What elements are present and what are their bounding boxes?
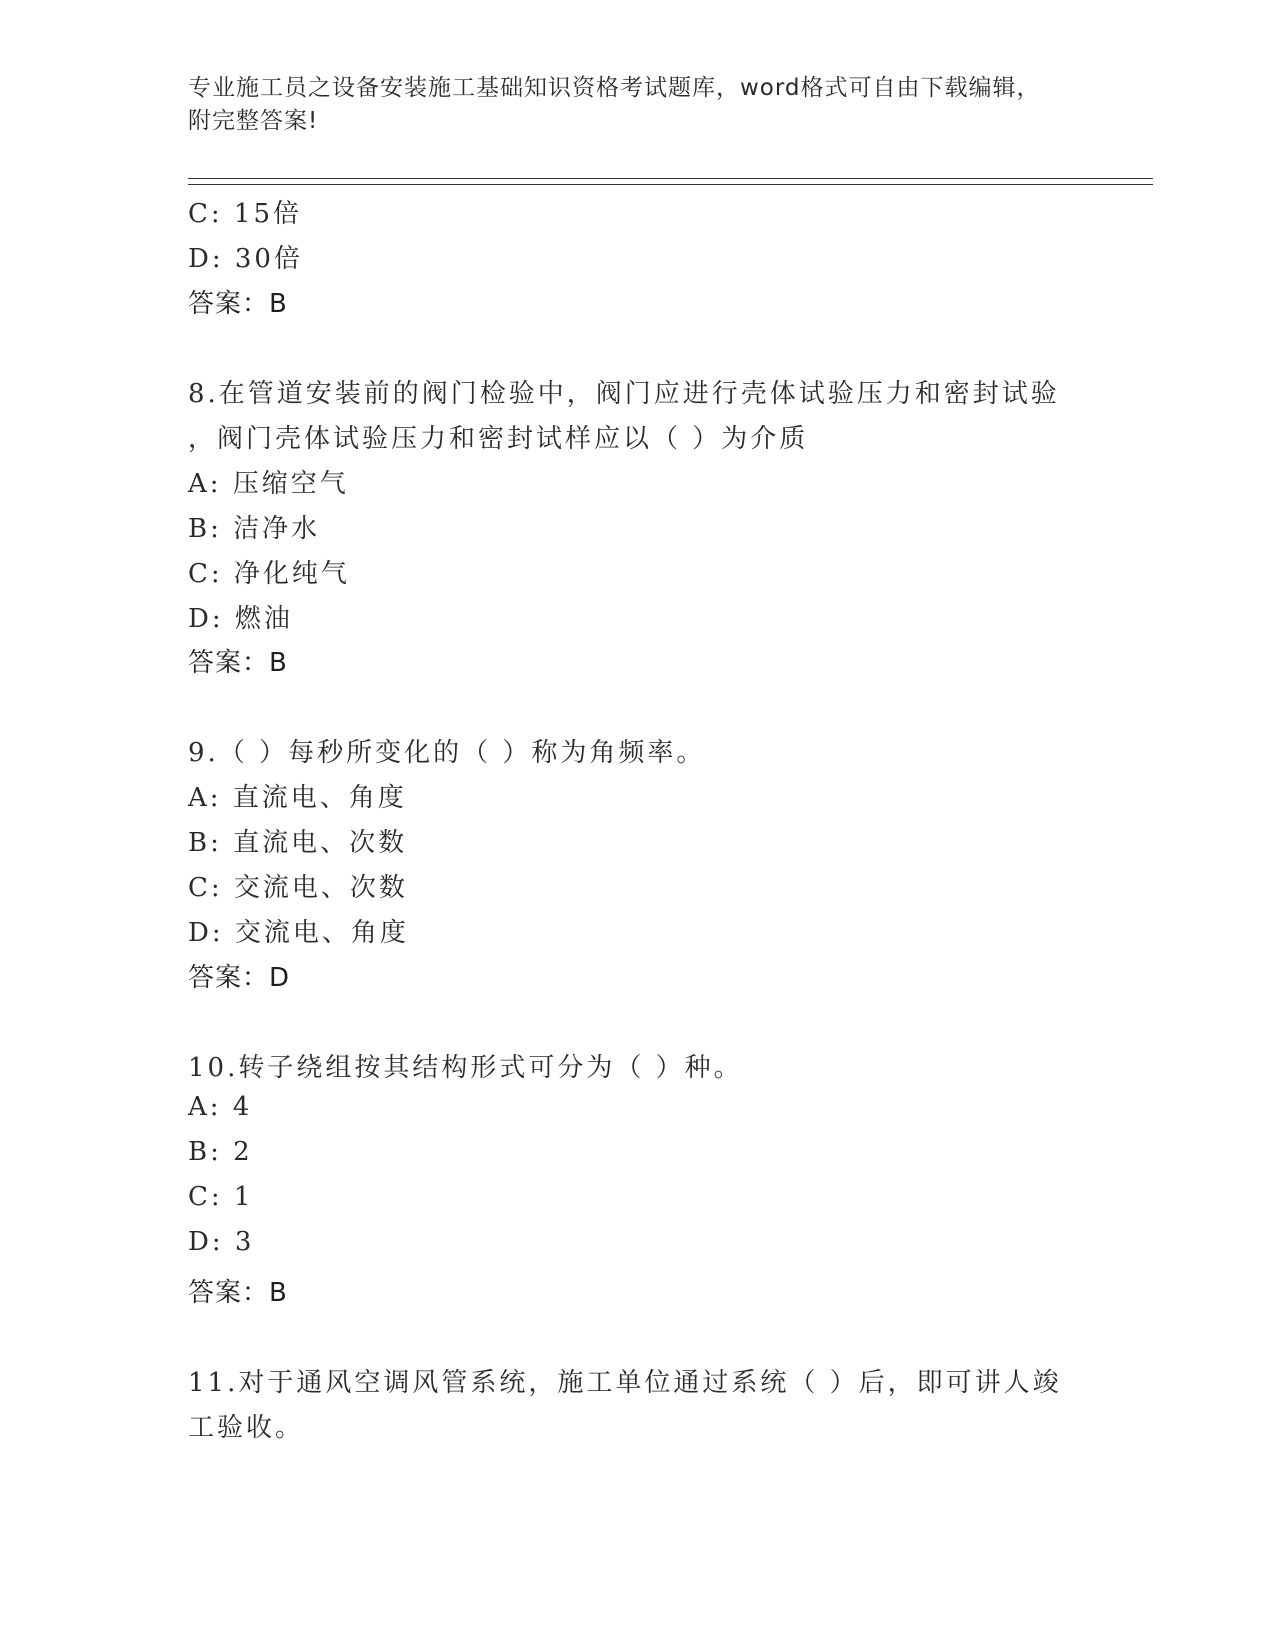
q11-stem-line-1: 11.对于通风空调风管系统，施工单位通过系统（ ）后，即可讲人竣 [188, 1368, 1062, 1398]
q9-option-a: A: 直流电、角度 [188, 783, 407, 813]
header-divider-top [188, 178, 1153, 179]
q10-option-c: C: 1 [188, 1182, 254, 1212]
q9-option-c: C: 交流电、次数 [188, 873, 408, 903]
q9-option-d: D: 交流电、角度 [188, 918, 409, 948]
q11-stem-line-2: 工验收。 [188, 1413, 305, 1443]
header-line-2: 附完整答案! [188, 108, 319, 134]
q7-answer: 答案：B [188, 289, 288, 319]
q8-stem-line-1: 8.在管道安装前的阀门检验中，阀门应进行壳体试验压力和密封试验 [188, 379, 1060, 409]
q10-answer: 答案：B [188, 1278, 288, 1308]
header-line-1: 专业施工员之设备安装施工基础知识资格考试题库，word格式可自由下载编辑， [188, 75, 1041, 101]
q9-stem: 9.（ ）每秒所变化的（ ）称为角频率。 [188, 738, 706, 768]
q9-answer: 答案：D [188, 963, 291, 993]
q9-option-b: B: 直流电、次数 [188, 828, 408, 858]
q10-option-a: A: 4 [188, 1092, 253, 1122]
header-divider-bottom [188, 184, 1153, 185]
q10-option-d: D: 3 [188, 1227, 255, 1257]
q8-option-d: D: 燃油 [188, 604, 293, 634]
document-header [188, 72, 1068, 138]
q8-answer: 答案：B [188, 648, 288, 678]
q8-option-a: A: 压缩空气 [188, 469, 349, 499]
q7-option-c: C: 15倍 [188, 199, 303, 229]
q8-stem-line-2: ，阀门壳体试验压力和密封试样应以（ ）为介质 [188, 424, 809, 454]
q8-option-b: B: 洁净水 [188, 514, 321, 544]
q8-option-c: C: 净化纯气 [188, 559, 350, 589]
q10-option-b: B: 2 [188, 1137, 253, 1167]
q10-stem: 10.转子绕组按其结构形式可分为（ ）种。 [188, 1053, 743, 1083]
q7-option-d: D: 30倍 [188, 244, 303, 274]
